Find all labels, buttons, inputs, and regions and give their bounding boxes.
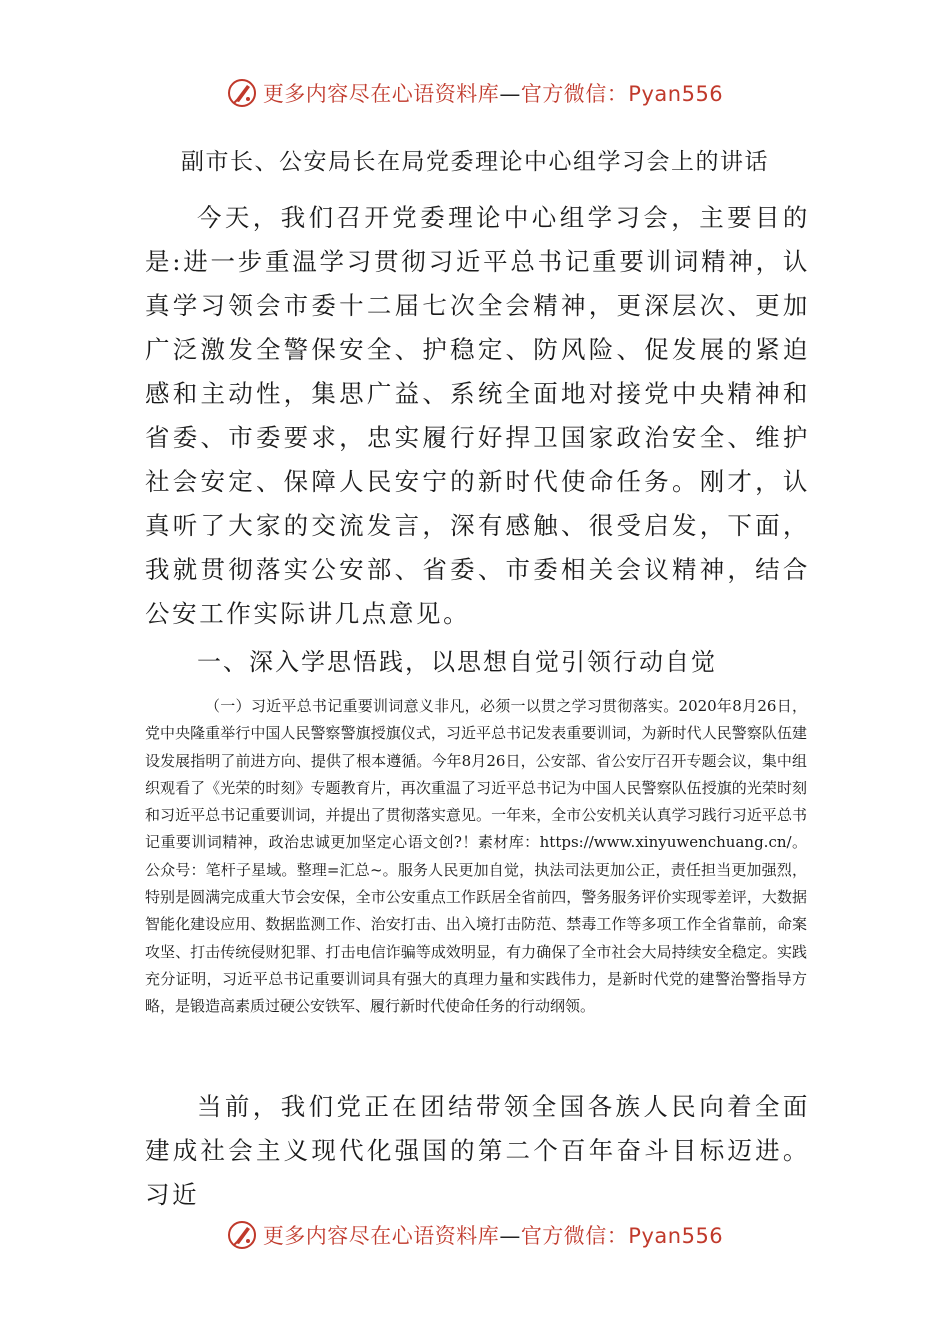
footer-watermark-banner xyxy=(0,1213,950,1257)
banner-separator: — xyxy=(499,1224,521,1248)
banner-contact-text: 官方微信：Pyan556 xyxy=(520,1224,724,1248)
quill-pen-logo-icon xyxy=(227,78,257,108)
banner-text xyxy=(263,1220,723,1250)
banner-brand-text: 更多内容尽在心语资料库 xyxy=(262,82,500,106)
continuing-paragraph: 当前，我们党正在团结带领全国各族人民向着全面建成社会主义现代化强国的第二个百年奋斗目标迈进。习近 xyxy=(145,1092,810,1209)
banner-separator: — xyxy=(499,82,521,106)
document-title: 副市长、公安局长在局党委理论中心组学习会上的讲话 xyxy=(181,149,769,175)
header-watermark-banner xyxy=(0,71,950,115)
opening-paragraph: 今天，我们召开党委理论中心组学习会，主要目的是:进一步重温学习贯彻习近平总书记重要训词精神，认真学习领会市委十二届七次全会精神，更深层次、更加广泛激发全警保安全、护稳定、防风险、促发展的紧迫感和主动性，集思广益、系统全面地对接党中央精神和省委、市委要求，忠实履行好捍卫国家政治安全、维护社会安定、保障人民安宁的新时代使命任务。刚才，认真听了大家的交流发言，深有感触、很受启发，下面，我就贯彻落实公安部、省委、市委相关会议精神，结合公安工作实际讲几点意见。 xyxy=(145,203,810,628)
banner-text xyxy=(263,78,723,108)
section-1-paragraph: （一）习近平总书记重要训词意义非凡，必须一以贯之学习贯彻落实。2020年8月26日，党中央隆重举行中国人民警察警旗授旗仪式，习近平总书记发表重要训词，为新时代人民警察队伍建设发展指明了前进方向、提供了根本遵循。今年8月26日，公安部、省公安厅召开专题会议，集中组织观看了《光荣的时刻》专题教育片，再次重温了习近平总书记为中国人民警察队伍授旗的光荣时刻和习近平总书记重要训词，并提出了贯彻落实意见。一年来，全市公安机关认真学习践行习近平总书记重要训词精神，政治忠诚更加坚定心语文创?！素材库：https://www.xinyuwenchuang.cn/。公众号：笔杆子星域。整理=汇总~。服务人民更加自觉，执法司法更加公正，责任担当更加强烈，特别是圆满完成重大节会安保，全市公安重点工作跃居全省前四，警务服务评价实现零差评，大数据智能化建设应用、数据监测工作、治安打击、出入境打击防范、禁毒工作等多项工作全省靠前，命案攻坚、打击传统侵财犯罪、打击电信诈骗等成效明显，有力确保了全市社会大局持续安全稳定。实践充分证明，习近平总书记重要训词具有强大的真理力量和实践伟力，是新时代党的建警治警指导方略，是锻造高素质过硬公安铁军、履行新时代使命任务的行动纲领。 xyxy=(145,697,807,1016)
section-1-heading: 一、深入学思悟践，以思想自觉引领行动自觉 xyxy=(197,648,717,676)
banner-brand-text: 更多内容尽在心语资料库 xyxy=(262,1224,500,1248)
banner-contact-text: 官方微信：Pyan556 xyxy=(520,82,724,106)
quill-pen-logo-icon xyxy=(227,1220,257,1250)
